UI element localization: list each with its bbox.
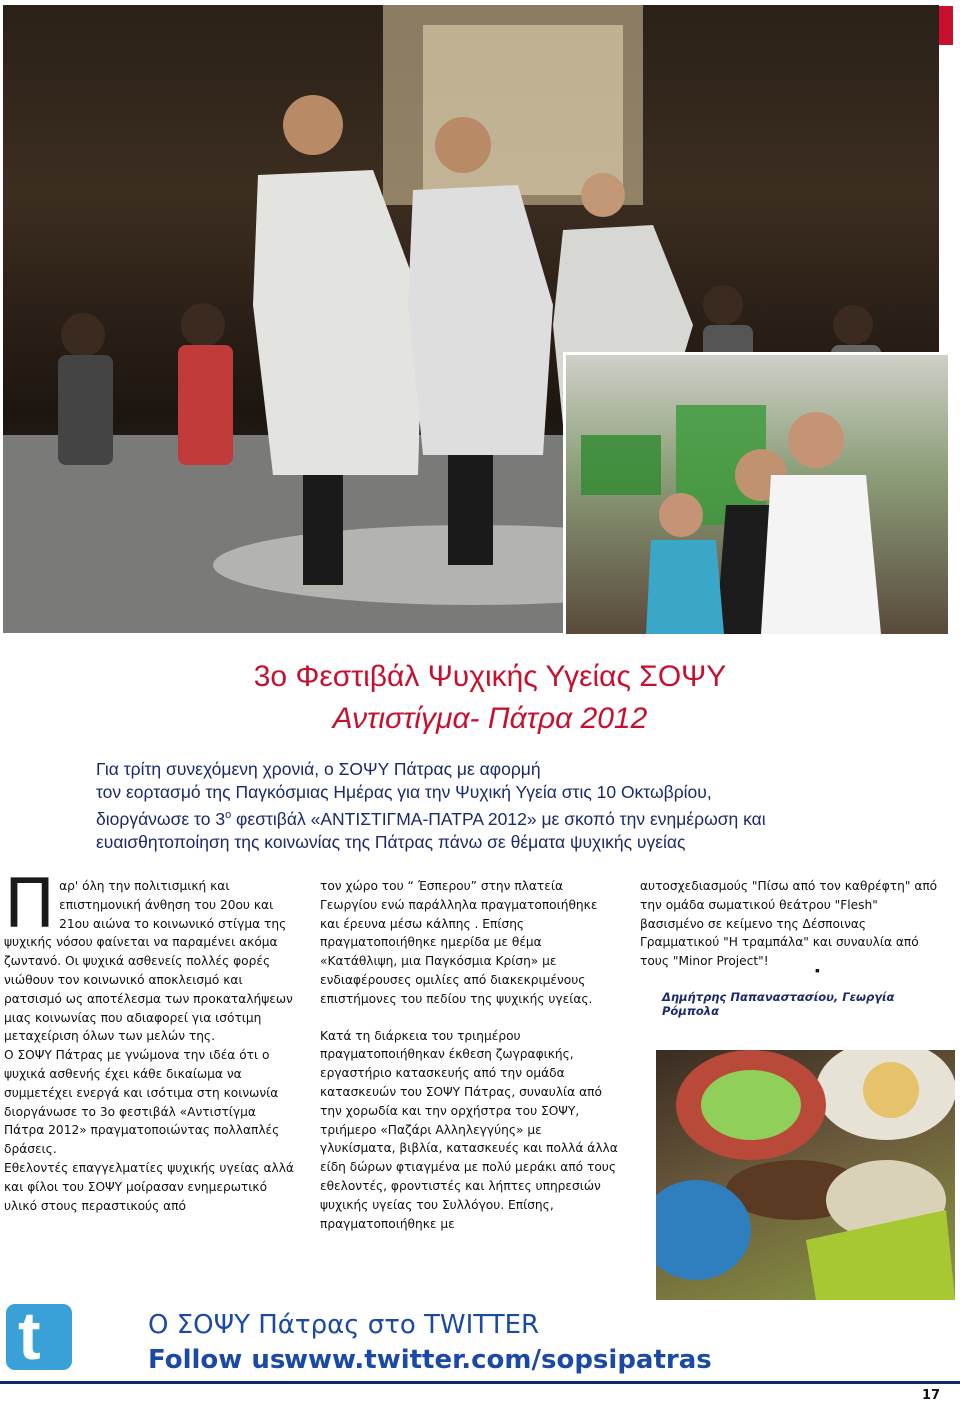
lead-line: ευαισθητοποίηση της κοινωνίας της Πάτρας πάνω σε θέματα ψυχικής υγείας — [96, 831, 686, 852]
follow-us-label: Follow us — [148, 1345, 286, 1375]
twitter-link[interactable]: www.twitter.com/sopsipatras — [284, 1345, 712, 1375]
drop-cap: Π — [4, 865, 56, 944]
end-mark-icon: ▪ — [815, 962, 820, 978]
article-title: 3ο Φεστιβάλ Ψυχικής Υγείας ΣΟΨΥ — [253, 660, 727, 693]
body-column-2 — [320, 877, 620, 1233]
author-byline: Δημήτρης Παπαναστασίου, Γεωργία Ρόμπολα — [662, 990, 895, 1018]
body-paragraph: Εθελοντές επαγγελματίες ψυχικής υγείας αλλά και φίλοι του ΣΟΨΥ μοίρασαν ενημερωτικό υλικό στους περαστικούς από — [4, 1160, 294, 1213]
body-column-3 — [640, 877, 940, 971]
lead-line: τον εορτασμό της Παγκόσμιας Ημέρας για την Ψυχική Υγεία στις 10 Οκτωβρίου, — [96, 782, 712, 802]
body-column-1 — [4, 865, 299, 1215]
body-paragraph: αρ' όλη την πολιτισμική και επιστημονική άνθηση του 20ου και 21ου αιώνα το κοινωνικό στίγμα της ψυχικής νόσου φαίνεται να παραμένει ακόμα ζωντανό. Οι ψυχικά ασθενείς πολλές φορές νιώθουν τον κοινωνικό αποκλεισμό και ρατσισμό ως αποτέλεσμα των προκαταλήψεων μιας κοινωνίας που αδιαφορεί για ισότιμη μεταχείριση όλων των μελών της. — [4, 879, 293, 1044]
volunteers-photo — [563, 352, 951, 637]
body-paragraph: Ο ΣΟΨΥ Πάτρας με γνώμονα την ιδέα ότι ο ψυχικά ασθενής έχει κάθε δικαίωμα να συμμετέχει ενεργά και ισότιμα στη κοινωνία διοργάνωσε το 3ο φεστιβάλ «Αντιστίγμα Πάτρα 2012» πραγματοποιώντας πολλαπλές δράσεις. — [4, 1048, 280, 1157]
footer-divider — [0, 1381, 960, 1384]
article-subtitle: Αντιστίγμα- Πάτρα 2012 — [332, 702, 648, 735]
page-number: 17 — [922, 1388, 941, 1403]
lead-line: Για τρίτη συνεχόμενη χρονιά, ο ΣΟΨΥ Πάτρας με αφορμή — [96, 759, 541, 779]
body-paragraph: τον χώρο του “ Έσπερου” στην πλατεία Γεωργίου ενώ παράλληλα πραγματοποιήθηκε και έρευνα μέσω κάλπης . Επίσης πραγματοποιήθηκε ημερίδα με θέμα «Κατάθλιψη, μια Παγκόσμια Κρίση» με ενδιαφέρουσες ομιλίες από διακεκριμένους επιστήμονες του πεδίου της ψυχικής υγείας. — [320, 879, 598, 1006]
body-paragraph: Κατά τη διάρκεια του τριημέρου πραγματοποιήθηκαν έκθεση ζωγραφικής, εργαστήριο κατασκευής από την ομάδα κατασκευών του ΣΟΨΥ Πάτρας, συναυλία από την χορωδία και την ορχήστρα του ΣΟΨΥ, τριήμερο «Παζάρι Αλληλεγγύης» με γλυκίσματα, βιβλία, κατασκευές και πολλά άλλα είδη δώρων φτιαγμένα με πολύ μεράκι από τους εθελοντές, φροντιστές και λήπτες υπηρεσιών ψυχικής υγείας του Συλλόγου. Επίσης, πραγματοποιήθηκε με — [320, 1028, 618, 1231]
twitter-t-icon: t — [18, 1298, 41, 1374]
twitter-heading: Ο ΣΟΨΥ Πάτρας στο TWITTER — [148, 1310, 540, 1340]
crafts-photo — [656, 1050, 955, 1300]
body-paragraph: αυτοσχεδιασμούς "Πίσω από τον καθρέφτη" από την ομάδα σωματικού θεάτρου "Flesh" βασισμένο σε κείμενο της Δέσποινας Γραμματικού "Η τραμπάλα" και συναυλία από τους "Minor Project"! — [640, 879, 938, 969]
lead-paragraph — [96, 758, 856, 854]
lead-line: διοργάνωσε το $3^o$ φεστιβάλ «ΑΝΤΙΣΤΙΓΜΑ-ΠΑΤΡΑ 2012» με σκοπό την ενημέρωση και — [96, 808, 766, 829]
